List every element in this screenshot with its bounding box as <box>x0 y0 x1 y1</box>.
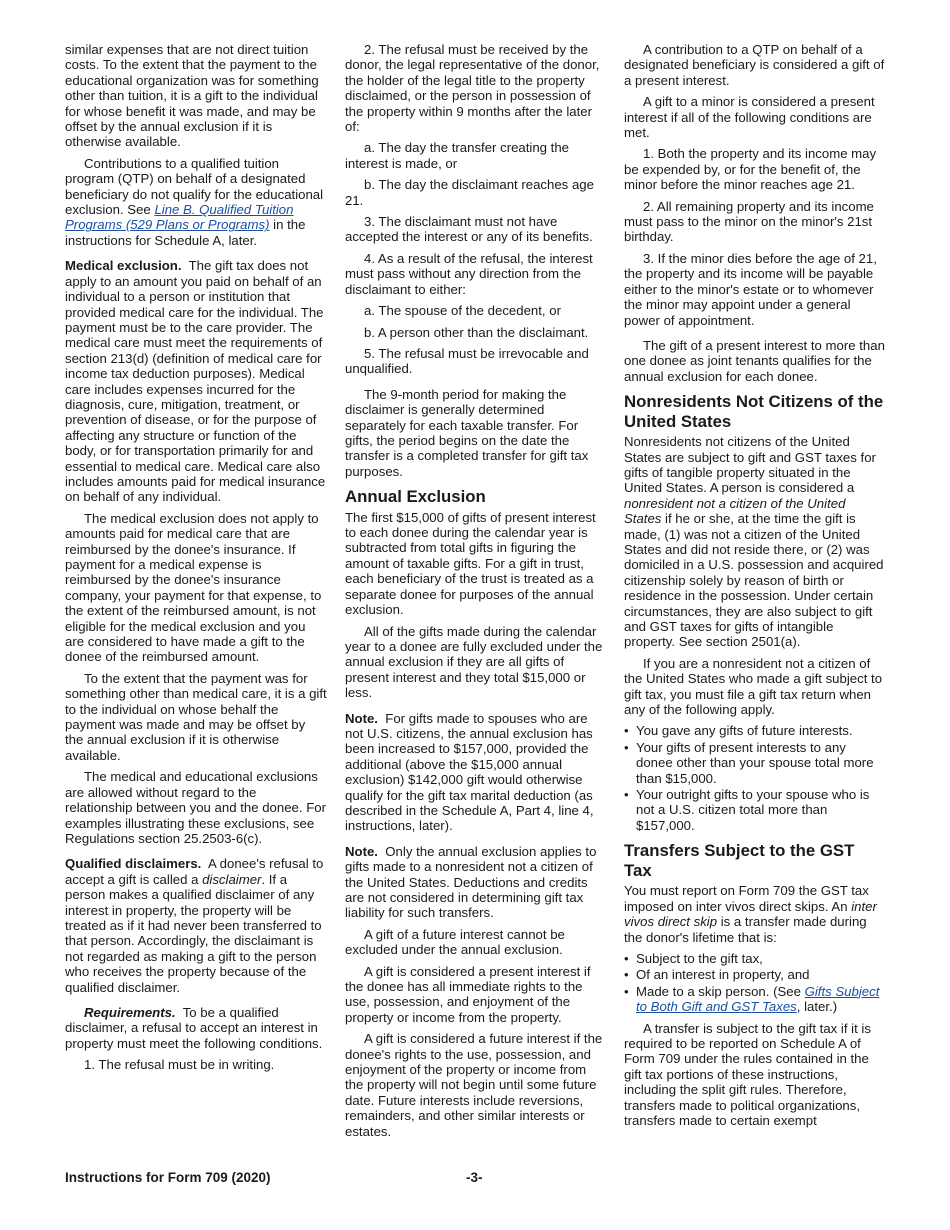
paragraph: similar expenses that are not direct tuition costs. To the extent that the payment to the educational organization was for something other than tuition, it is a gift to the individual for whose benefit it was made, and may be offset by the annual exclusion if it is otherwise available. <box>65 42 319 150</box>
run-in-heading: Note. <box>345 843 378 859</box>
run-in-heading: Qualified disclaimers. <box>65 856 202 872</box>
bullet-item: • Subject to the gift tax, <box>624 951 886 966</box>
list-item: 2. All remaining property and its income must pass to the minor on the minor's 21st birthday. <box>624 198 874 245</box>
note-paragraph <box>345 711 607 834</box>
list-item: b. The day the disclaimant reaches age 21. <box>345 177 594 208</box>
note-paragraph <box>345 844 607 921</box>
paragraph: A gift of a future interest cannot be excluded under the annual exclusion. <box>345 926 565 958</box>
link-qualified-tuition-programs[interactable]: Line B. Qualified Tuition Programs (529 Plans or Programs) <box>65 202 294 233</box>
paragraph: A transfer is subject to the gift tax if it is required to be reported on Schedule A of Form 709 under the rules contained in the gift tax portions of these instructions, including the split gift rules. Therefore, transfers made to political organizations, transfers made to certain exempt <box>624 1020 871 1128</box>
footer-document-title: Instructions for Form 709 (2020) <box>65 1170 271 1185</box>
paragraph: To the extent that the payment was for something other than medical care, it is a gift to the individual on whose behalf the payment was made and may be offset by the annual exclusion if it is otherwise available. <box>65 670 327 763</box>
list-item: a. The spouse of the decedent, or <box>364 303 561 319</box>
paragraph-text: , later.) <box>796 999 838 1015</box>
list-item: a. The day the transfer creating the interest is made, or <box>345 140 570 171</box>
paragraph-medical-exclusion <box>65 258 327 505</box>
paragraph-qtp <box>65 156 327 248</box>
column-left <box>65 42 327 1079</box>
section-heading-annual-exclusion: Annual Exclusion <box>345 487 486 507</box>
paragraph-inter-vivos <box>624 883 886 945</box>
paragraph: All of the gifts made during the calendar year to a donee are fully excluded under the annual exclusion if they are all gifts of present interest and they total $15,000 or less. <box>345 623 603 701</box>
paragraph: A gift is considered a future interest if the donee's rights to the use, possession, and enjoyment of the property or income from the property will not begin until some future date. Future interests include reversions, remainders, and other similar interests or estates. <box>345 1031 603 1139</box>
footer-page-number: -3- <box>466 1170 483 1185</box>
paragraph: A gift is considered a present interest if the donee has all immediate rights to the use, possession, and enjoyment of the property or income from the property. <box>345 963 591 1025</box>
paragraph-text: is a transfer made during the donor's lifetime that is: <box>624 914 867 945</box>
bullet-item: • Your gifts of present interests to any donee other than your spouse total more than $15,000. <box>624 740 886 786</box>
list-item: 5. The refusal must be irrevocable and unqualified. <box>345 345 589 377</box>
link-gifts-subject-to-both[interactable]: Gifts Subject to Both Gift and GST Taxes <box>636 983 880 1015</box>
paragraph-text: For gifts made to spouses who are not U.S. citizens, the annual exclusion has been increased to $157,000, provided the additional (above the $15,000 annual exclusion) $142,000 gift would otherwise qualify for the gift tax marital deduction (as described in the Schedule A, Part 4, line 4, instructions, later). <box>345 710 594 834</box>
list-item: 2. The refusal must be received by the donor, the legal representative of the donor, the holder of the legal title to the property disclaimed, or the person in possession of the property within 9 months after the later of: <box>345 42 600 135</box>
paragraph-text: if he or she, at the time the gift is made, (1) was not a citizen of the United States and did not reside there, or (2) was domiciled in a U.S. possession and acquired citizenship solely by reason of birth or residence in the possession. Under certain circumstances, they are also subject to gift and GST taxes for gifts of intangible property. See section 2501(a). <box>624 511 884 650</box>
paragraph-qualified-disclaimers <box>65 856 327 995</box>
section-heading-nonresidents: Nonresidents Not Citizens of the United States <box>624 392 884 431</box>
list-item: 3. The disclaimant must not have accepted the interest or any of its benefits. <box>345 214 593 245</box>
paragraph: A contribution to a QTP on behalf of a designated beneficiary is considered a gift of a present interest. <box>624 42 885 88</box>
list-item: 1. The refusal must be in writing. <box>84 1057 275 1073</box>
paragraph-text: Contributions to a qualified tuition program (QTP) on behalf of a designated beneficiary do not qualify for the educational exclusion. See <box>65 155 324 218</box>
bullet-item: • You gave any gifts of future interests. <box>624 723 886 738</box>
paragraph-text: in the instructions for Schedule A, later. <box>65 217 306 248</box>
paragraph: The first $15,000 of gifts of present interest to each donee during the calendar year is subtracted from total gifts in figuring the amount of taxable gifts. For a gift in trust, each beneficiary of the trust is treated as a separate donee for purposes of the annual exclusion. <box>345 509 596 618</box>
bullet-item: • Of an interest in property, and <box>624 967 886 982</box>
list-item: 4. As a result of the refusal, the interest must pass without any direction from the disclaimant to either: <box>345 250 593 297</box>
paragraph-nonresident-definition <box>624 434 886 650</box>
paragraph: If you are a nonresident not a citizen of the United States who made a gift subject to gift tax, you must file a gift tax return when any of the following apply. <box>624 655 883 718</box>
paragraph-text: To be a qualified disclaimer, a refusal to accept an interest in property must meet the following conditions. <box>65 1004 323 1051</box>
list-item: b. A person other than the disclaimant. <box>364 324 589 340</box>
paragraph: The 9-month period for making the disclaimer is generally determined separately for each taxable transfer. For gifts, the period begins on the date the transfer is a completed transfer for gift tax purposes. <box>345 386 589 479</box>
italic-term: inter vivos direct skip <box>624 898 877 930</box>
paragraph-text: You must report on Form 709 the GST tax imposed on inter vivos direct skips. An <box>624 883 869 914</box>
paragraph-text: Nonresidents not citizens of the United States are subject to gift and GST taxes for gifts of tangible property situated in the United States. A person is considered a <box>624 434 876 496</box>
section-heading-gst-transfers: Transfers Subject to the GST Tax <box>624 841 855 880</box>
column-middle <box>345 42 607 1145</box>
paragraph: A gift to a minor is considered a present interest if all of the following conditions are met. <box>624 94 875 141</box>
paragraph: The gift of a present interest to more than one donee as joint tenants qualifies for the annual exclusion for each donee. <box>624 337 885 384</box>
paragraph-text: A donee's refusal to accept a gift is called a <box>65 856 324 887</box>
run-in-heading: Requirements. <box>84 1004 176 1020</box>
bullet-item-skip-person <box>624 984 886 1015</box>
paragraph: The medical exclusion does not apply to amounts paid for medical care that are reimbursed by the donee's insurance. If payment for a medical expense is reimbursed by the donee's insurance company, your payment for that expense, to the extent of the reimbursed amount, is not eligible for the medical exclusion and you are considered to have made a gift to the donee of the reimbursed amount. <box>65 510 322 665</box>
column-right <box>624 42 886 1134</box>
paragraph-requirements <box>65 1005 327 1051</box>
paragraph-text: Made to a skip person. (See <box>636 983 805 999</box>
paragraph-text: . If a person makes a qualified disclaimer of any interest in property, the property will be treated as if it had never been transferred to that person. Accordingly, the disclaimant is not regarded as making a gift to the person who receives the property because of the qualified disclaimer. <box>65 871 322 995</box>
list-item: 1. Both the property and its income may be expended by, or for the benefit of, the minor before the minor reaches age 21. <box>624 146 877 193</box>
run-in-heading: Medical exclusion. <box>65 258 182 274</box>
bullet-item: • Your outright gifts to your spouse who is not a U.S. citizen total more than $157,000. <box>624 787 886 833</box>
paragraph: The medical and educational exclusions are allowed without regard to the relationship between you and the donee. For examples illustrating these exclusions, see Regulations section 25.2503-6(c). <box>65 769 327 846</box>
italic-term: disclaimer <box>202 871 262 887</box>
paragraph-text: Only the annual exclusion applies to gifts made to a nonresident not a citizen of the United States. Deductions and credits are not considered in determining gift tax liability for such transfers. <box>345 843 597 921</box>
paragraph-text: The gift tax does not apply to an amount you paid on behalf of an individual to a person or institution that provided medical care for the individual. The payment must be to the care provider. The medical care must meet the requirements of section 213(d) (definition of medical care for income tax deduction purposes). Medical care includes expenses incurred for the diagnosis, cure, mitigation, treatment, or prevention of disease, or for the purpose of affecting any structure or function of the body, or for transportation primarily for and essential to medical care. Medical care also includes amounts paid for medical insurance on behalf of any individual. <box>65 258 326 505</box>
list-item: 3. If the minor dies before the age of 21, the property and its income will be payable either to the minor's estate or to whomever the minor may appoint under a general power of appointment. <box>624 250 877 328</box>
italic-term: nonresident not a citizen of the United States <box>624 495 846 527</box>
run-in-heading: Note. <box>345 710 378 726</box>
